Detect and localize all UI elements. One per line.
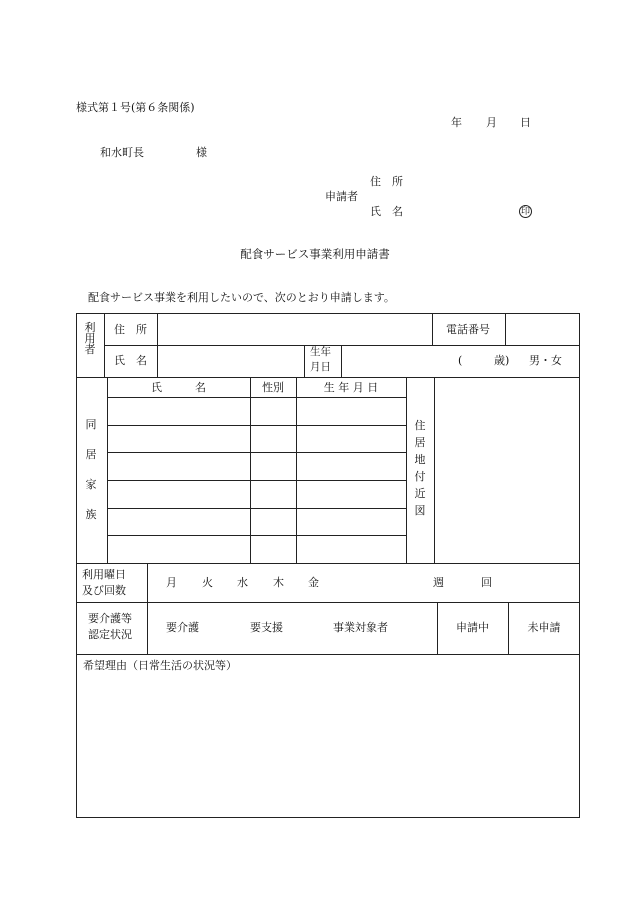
applicant-name-label: 氏 名 <box>370 205 403 218</box>
care-option-shien[interactable]: 要支援 <box>250 621 283 634</box>
family-name-field[interactable] <box>108 481 249 507</box>
residence-map-area[interactable] <box>435 378 579 562</box>
family-gender-field[interactable] <box>251 509 295 534</box>
usage-day-wed[interactable]: 水 <box>237 576 248 589</box>
care-label-2: 認定状況 <box>88 628 132 641</box>
family-birth-field[interactable] <box>297 426 405 451</box>
user-age-unit: 歳) <box>494 354 510 367</box>
family-birth-field[interactable] <box>297 398 405 424</box>
family-gender-field[interactable] <box>251 398 295 424</box>
user-address-field[interactable] <box>158 314 431 344</box>
family-name-field[interactable] <box>108 426 249 451</box>
family-name-field[interactable] <box>108 509 249 534</box>
intro-text: 配食サービス事業を利用したいので、次のとおり申請します。 <box>88 291 395 304</box>
family-name-field[interactable] <box>108 536 249 562</box>
user-birth-label-1: 生年 <box>310 346 331 358</box>
reason-label: 希望理由（日常生活の状況等） <box>83 659 237 672</box>
usage-day-tue[interactable]: 火 <box>202 576 213 589</box>
reason-field[interactable] <box>80 676 576 814</box>
honorific: 様 <box>196 146 207 159</box>
usage-count-field[interactable] <box>447 572 477 592</box>
addressee: 和水町長 <box>100 146 144 159</box>
usage-label-1: 利用曜日 <box>82 568 126 581</box>
care-applying[interactable]: 申請中 <box>456 621 489 634</box>
user-birth-field[interactable] <box>342 346 452 376</box>
usage-times-label: 回 <box>481 576 492 589</box>
user-name-label: 氏 名 <box>114 354 147 367</box>
usage-day-thu[interactable]: 木 <box>273 576 284 589</box>
care-not-applied[interactable]: 未申請 <box>527 621 561 634</box>
family-gender-field[interactable] <box>251 536 295 562</box>
family-column-gender: 性別 <box>262 381 284 394</box>
family-column-name: 氏 名 <box>151 381 206 394</box>
family-birth-field[interactable] <box>297 453 405 479</box>
family-birth-field[interactable] <box>297 536 405 562</box>
usage-day-mon[interactable]: 月 <box>166 576 177 589</box>
document-title: 配食サービス事業利用申請書 <box>240 247 390 261</box>
date-year-label: 年 <box>451 116 462 129</box>
family-birth-field[interactable] <box>297 481 405 507</box>
usage-week-label: 週 <box>433 576 444 589</box>
seal-icon: 印 <box>520 207 530 217</box>
user-gender-option[interactable]: 男・女 <box>529 354 562 367</box>
usage-label-2: 及び回数 <box>82 584 126 597</box>
family-name-field[interactable] <box>108 453 249 479</box>
user-phone-field[interactable] <box>506 314 579 344</box>
family-gender-field[interactable] <box>251 426 295 451</box>
user-age-open: ( <box>458 354 463 367</box>
family-name-field[interactable] <box>108 398 249 424</box>
applicant-label: 申請者 <box>325 190 358 203</box>
user-phone-label: 電話番号 <box>446 323 490 336</box>
user-age-field[interactable] <box>466 350 490 370</box>
family-birth-field[interactable] <box>297 509 405 534</box>
form-number: 様式第１号(第６条関係) <box>76 101 195 114</box>
date-day-label: 日 <box>520 116 531 129</box>
residence-map-label: 住 居 地 付 近 図 <box>414 419 426 517</box>
family-section-label: 同 居 家 族 <box>85 418 97 521</box>
user-name-field[interactable] <box>158 346 303 376</box>
usage-day-fri[interactable]: 金 <box>308 576 319 589</box>
user-address-label: 住 所 <box>114 323 147 336</box>
applicant-address-label: 住 所 <box>370 175 403 188</box>
family-gender-field[interactable] <box>251 481 295 507</box>
family-gender-field[interactable] <box>251 453 295 479</box>
care-option-kaigo[interactable]: 要介護 <box>166 621 199 634</box>
care-label-1: 要介護等 <box>88 612 132 625</box>
user-section-label: 利 用 者 <box>84 321 96 356</box>
user-birth-label-2: 月日 <box>310 361 331 373</box>
care-option-jigyo[interactable]: 事業対象者 <box>333 621 388 634</box>
family-column-birth: 生 年 月 日 <box>323 381 379 394</box>
date-month-label: 月 <box>486 116 497 129</box>
